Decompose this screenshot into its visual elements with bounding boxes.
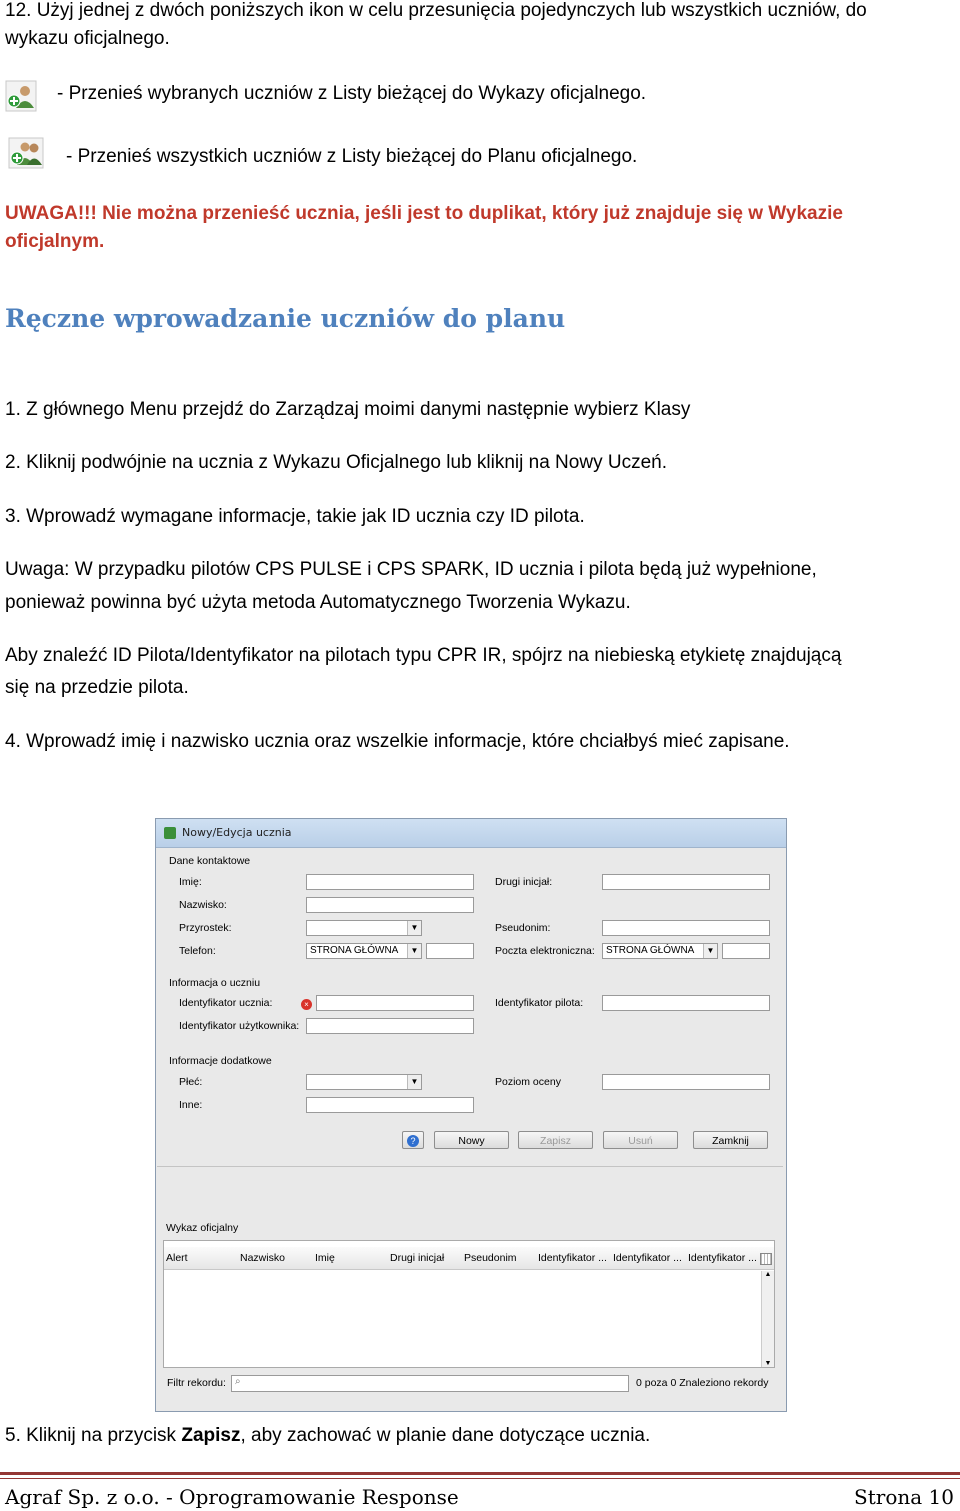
- user-id-input[interactable]: [306, 1018, 474, 1034]
- suffix-label: Przyrostek:: [179, 922, 232, 934]
- col-alert[interactable]: Alert: [166, 1252, 188, 1264]
- move-selected-desc: - Przenieś wybranych uczniów z Listy bieżącej do Wykazy oficjalnego.: [57, 83, 647, 104]
- col-nickname[interactable]: Pseudonim: [464, 1252, 517, 1264]
- step-5: [5, 1422, 650, 1450]
- section-student-info: Informacja o uczniu: [169, 977, 261, 989]
- dialog-title: Nowy/Edycja ucznia: [182, 826, 292, 839]
- note-2-line1: Aby znaleźć ID Pilota/Identyfikator na pilotach typu CPR IR, spójrz na niebieską etykietę znajdującą: [5, 645, 842, 666]
- footer-company: Agraf Sp. z o.o. - Oprogramowanie Response: [5, 1485, 459, 1509]
- step-12-line1: 12. Użyj jednej z dwóch poniższych ikon w celu przesunięcia pojedynczych lub wszystkich uczniów, do: [5, 0, 867, 21]
- chevron-down-icon: ▼: [407, 921, 421, 935]
- grade-level-input[interactable]: [602, 1074, 770, 1090]
- save-button[interactable]: Zapisz: [518, 1131, 593, 1149]
- col-last-name[interactable]: Nazwisko: [240, 1252, 285, 1264]
- col-id-2[interactable]: Identyfikator ...: [613, 1252, 682, 1264]
- chevron-down-icon: ▼: [703, 944, 717, 958]
- step-4: 4. Wprowadź imię i nazwisko ucznia oraz wszelkie informacje, które chciałbyś mieć zapisane.: [5, 731, 790, 752]
- step-5-post: , aby zachować w planie dane dotyczące ucznia.: [240, 1425, 651, 1446]
- col-first-name[interactable]: Imię: [315, 1252, 335, 1264]
- error-icon: ×: [301, 999, 312, 1010]
- user-id-label: Identyfikator użytkownika:: [179, 1020, 300, 1032]
- remote-id-label: Identyfikator pilota:: [495, 997, 584, 1009]
- official-list-title: Wykaz oficjalny: [166, 1222, 239, 1234]
- move-selected-student-icon: [5, 80, 37, 110]
- delete-button[interactable]: Usuń: [603, 1131, 678, 1149]
- grade-level-label: Poziom oceny: [495, 1076, 561, 1088]
- records-count: 0 poza 0 Znaleziono rekordy: [636, 1377, 769, 1389]
- other-input[interactable]: [306, 1097, 474, 1113]
- col-id-3[interactable]: Identyfikator ...: [688, 1252, 757, 1264]
- close-button[interactable]: Zamknij: [693, 1131, 768, 1149]
- suffix-select[interactable]: [306, 920, 422, 936]
- note-1-line2: ponieważ powinna być użyta metoda Automatycznego Tworzenia Wykazu.: [5, 592, 631, 613]
- scroll-down-icon[interactable]: ▼: [764, 1360, 772, 1367]
- col-id-1[interactable]: Identyfikator ...: [538, 1252, 607, 1264]
- phone-label: Telefon:: [179, 945, 216, 957]
- warning-line2: oficjalnym.: [5, 231, 105, 252]
- step-1: 1. Z głównego Menu przejdź do Zarządzaj moimi danymi następnie wybierz Klasy: [5, 399, 691, 420]
- footer-rule-thin: [0, 1478, 960, 1479]
- splitter[interactable]: [157, 1166, 783, 1167]
- step-12-line2: wykazu oficjalnego.: [5, 28, 170, 49]
- note-2-line2: się na przedzie pilota.: [5, 677, 189, 698]
- move-all-students-icon: [8, 137, 44, 167]
- grid-scrollbar[interactable]: [761, 1271, 774, 1367]
- section-extra-info: Informacje dodatkowe: [169, 1055, 272, 1067]
- last-name-input[interactable]: [306, 897, 474, 913]
- section-contact: Dane kontaktowe: [169, 855, 251, 867]
- note-1-line1: Uwaga: W przypadku pilotów CPS PULSE i CPS SPARK, ID ucznia i pilota będą już wypełnione,: [5, 559, 817, 580]
- scroll-up-icon[interactable]: ▲: [764, 1271, 772, 1278]
- other-label: Inne:: [179, 1099, 203, 1111]
- email-type-value: STRONA GŁÓWNA: [606, 945, 695, 956]
- phone-input[interactable]: [426, 943, 474, 959]
- first-name-label: Imię:: [179, 876, 202, 888]
- student-id-label: Identyfikator ucznia:: [179, 997, 273, 1009]
- middle-initial-input[interactable]: [602, 874, 770, 890]
- help-button[interactable]: [402, 1131, 424, 1149]
- student-id-input[interactable]: [316, 995, 474, 1011]
- email-label: Poczta elektroniczna:: [495, 945, 595, 957]
- middle-initial-label: Drugi inicjał:: [495, 876, 553, 888]
- remote-id-input[interactable]: [602, 995, 770, 1011]
- step-5-bold: Zapisz: [181, 1425, 241, 1446]
- last-name-label: Nazwisko:: [179, 899, 227, 911]
- step-2: 2. Kliknij podwójnie na ucznia z Wykazu Oficjalnego lub kliknij na Nowy Uczeń.: [5, 452, 667, 473]
- nickname-label: Pseudonim:: [495, 922, 551, 934]
- email-input[interactable]: [722, 943, 770, 959]
- help-icon: ?: [407, 1135, 419, 1147]
- search-icon: ⌕: [235, 1376, 241, 1387]
- chevron-down-icon: ▼: [407, 1075, 421, 1089]
- move-all-desc: - Przenieś wszystkich uczniów z Listy bieżącej do Planu oficjalnego.: [66, 146, 638, 167]
- phone-type-value: STRONA GŁÓWNA: [310, 945, 399, 956]
- dialog-titlebar: [156, 819, 786, 848]
- new-button[interactable]: Nowy: [434, 1131, 509, 1149]
- gender-select[interactable]: [306, 1074, 422, 1090]
- section-heading: Ręczne wprowadzanie uczniów do planu: [5, 304, 566, 333]
- chevron-down-icon: ▼: [407, 944, 421, 958]
- footer-rule-thick: [0, 1472, 960, 1475]
- warning-line1: UWAGA!!! Nie można przenieść ucznia, jeśli jest to duplikat, który już znajduje się w Wykazie: [5, 203, 843, 224]
- gender-label: Płeć:: [179, 1076, 203, 1088]
- phone-type-select[interactable]: [306, 943, 422, 959]
- filter-input[interactable]: [231, 1375, 629, 1392]
- first-name-input[interactable]: [306, 874, 474, 890]
- step-5-pre: 5. Kliknij na przycisk: [5, 1425, 182, 1446]
- email-type-select[interactable]: [602, 943, 718, 959]
- app-icon: [164, 827, 176, 839]
- col-middle-initial[interactable]: Drugi inicjał: [390, 1252, 445, 1264]
- footer-page-number: Strona 10: [854, 1485, 954, 1509]
- nickname-input[interactable]: [602, 920, 770, 936]
- column-chooser-icon[interactable]: [760, 1253, 772, 1265]
- filter-label: Filtr rekordu:: [167, 1377, 226, 1389]
- step-3: 3. Wprowadź wymagane informacje, takie jak ID ucznia czy ID pilota.: [5, 506, 585, 527]
